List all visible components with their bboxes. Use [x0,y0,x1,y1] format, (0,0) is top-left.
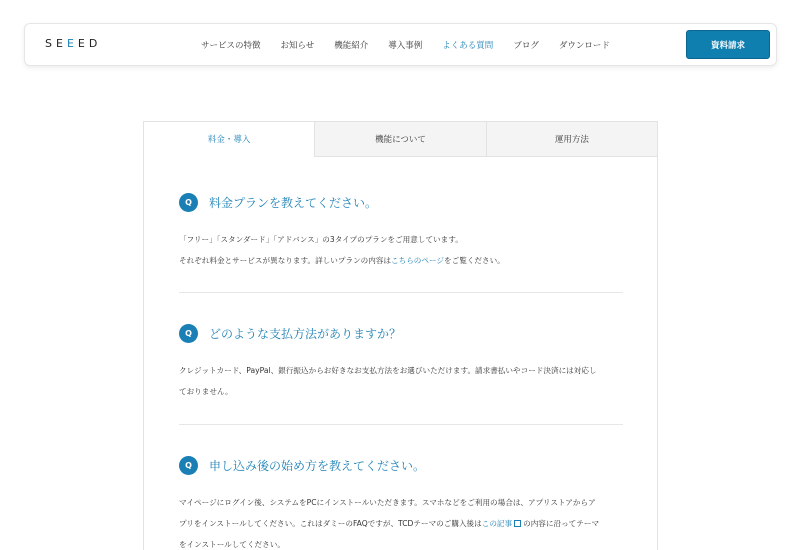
question-badge: Q [179,456,198,475]
faq-panel [143,121,658,550]
faq-item [179,323,623,402]
question-text: 料金プランを教えてください。 [209,195,378,210]
question-badge: Q [179,324,198,343]
faq-divider [179,424,623,425]
faq-tabs [144,122,657,157]
faq-divider [179,292,623,293]
answer-text: 「フリー」「スタンダード」「アドバンス」の3タイプのプランをご用意しています。 それぞれ料金とサービスが異なります。詳しいプランの内容はこちらのページをご覧ください。 [179,235,505,265]
question-text: どのような支払方法がありますか？ [209,326,402,341]
question-badge: Q [179,193,198,212]
nav-item-download[interactable]: ダウンロード [558,40,610,51]
nav-item-faq[interactable]: よくある質問 [442,40,494,51]
site-logo[interactable]: SEEED [45,37,102,50]
nav-item-features[interactable]: サービスの特徴 [201,40,261,51]
nav-item-news[interactable]: お知らせ [280,40,315,51]
article-link[interactable]: この記事 [481,519,513,528]
answer-text: マイページにログイン後、システムをPCにインストールいただきます。スマホなどをご利用の場合は、アプリストアからア プリをインストールしてください。これはダミーのFAQですが、TCDテーマのご購入後はこの記事 の内容に沿ってテーマ をインストールしてください。 [179,498,600,549]
tab-pricing[interactable]: 料金・導入 [144,122,314,157]
answer-text: クレジットカード、PayPal、銀行振込からお好きなお支払方法をお選びいただけます。請求書払いやコード決済には対応し ておりません。 [179,366,597,396]
site-header [25,24,776,65]
request-materials-button[interactable]: 資料請求 [686,30,770,59]
main-nav [201,24,630,65]
tab-operation[interactable]: 運用方法 [486,122,657,157]
nav-item-functions[interactable]: 機能紹介 [334,40,369,51]
plans-page-link[interactable]: こちらのページ [391,256,445,265]
faq-item [179,455,623,550]
tab-features[interactable]: 機能について [314,122,485,157]
faq-item [179,192,623,271]
nav-item-cases[interactable]: 導入事例 [388,40,423,51]
external-link-icon [514,520,521,527]
nav-item-blog[interactable]: ブログ [513,40,539,51]
question-text: 申し込み後の始め方を教えてください。 [209,458,426,473]
